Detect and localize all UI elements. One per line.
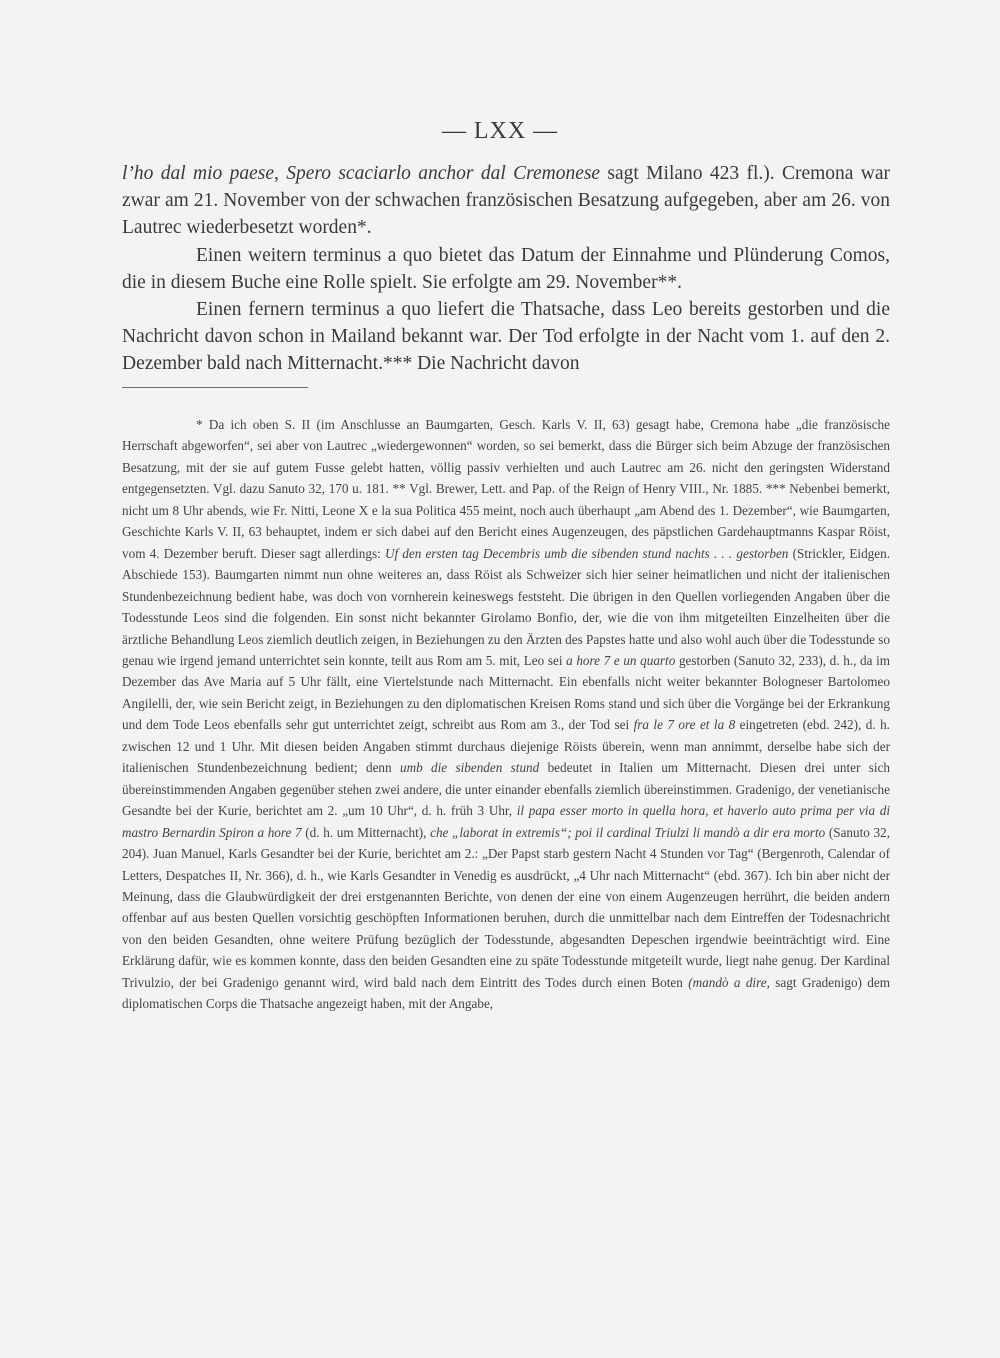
footnote-quote: che „laborat in extremis“; poi il cardinal Triulzi li mandò a dir era morto <box>430 824 826 840</box>
footnote-quote: fra le 7 ore et la 8 <box>633 717 736 733</box>
footnote-quote: (mandò a dire, <box>688 974 770 990</box>
footnote-text <box>122 414 890 1015</box>
footnote-segment: * Da ich oben S. II (im Anschlusse an Baumgarten, Gesch. Karls V. II, 63) gesagt habe, Cremona habe „die französische Herrschaft abgeworfen“, sei aber von Lautrec „wiedergewonnen“ worden, so sei bemerkt, dass die Bürger sich beim Abzuge der französischen Besatzung, mit der sie auf gutem Fusse gelebt hatten, völlig passiv verhielten und auch Lautrec am 26. nicht den geringsten Widerstand entgegensetzten. Vgl. dazu Sanuto 32, 170 u. 181. ** Vgl. Brewer, Lett. and Pap. of the Reign of Henry VIII., Nr. 1885. *** Nebenbei bemerkt, nicht um 8 Uhr abends, wie Fr. Nitti, Leone X e la sua Politica 455 meint, noch auch überhaupt „am Abend des 1. Dezember“, wie Baumgarten, Geschichte Karls V. II, 63 behauptet, indem er sich dabei auf den Bericht eines Augenzeugen, des päpstlichen Gardehauptmanns Kaspar Röist, vom 4. Dezember beruft. Dieser sagt allerdings: <box>122 417 890 561</box>
footnote-segment: gestorben (Sanuto 32, 233), d. h., da im Dezember das Ave Maria auf 5 Uhr fällt, eine Viertelstunde nach Mitternacht. Ein ebenfalls nicht weiter bekannter Bologneser Bartolomeo Angilelli, der, wie sein Bericht zeigt, in Beziehungen zu den diplomatischen Kreisen Roms stand und sich über die Vorgänge bei der Erkrankung und dem Tode Leos ebenfalls sehr gut unterrichtet zeigt, schreibt aus Rom am 3., der Tod sei <box>122 652 890 733</box>
footnotes <box>122 414 890 1015</box>
paragraph-3: Einen fernern terminus a quo liefert die Thatsache, dass Leo bereits gestorben und die Nachricht davon schon in Mailand bekannt war. Der Tod erfolgte in der Nacht vom 1. auf den 2. Dezember bald nach Mitternacht.*** Die Nachricht davon <box>122 299 890 375</box>
footnote-quote: a hore 7 e un quarto <box>566 652 676 668</box>
paragraph-1 <box>122 160 890 242</box>
footnote-segment: (d. h. um Mitternacht), <box>301 824 431 840</box>
page-number: — LXX — <box>441 118 559 144</box>
footnote-quote: Uf den ersten tag Decembris umb die sibenden stund nachts . . . gestorben <box>384 545 789 561</box>
main-text <box>122 160 890 378</box>
quote-italic: l’ho dal mio paese, Spero scaciarlo anchor dal Cremonese <box>122 163 601 184</box>
footnote-segment: (Strickler, Eidgen. Abschiede 153). Baumgarten nimmt nun ohne weiteres an, dass Röist als Schweizer sich hier seiner heimatlichen und nicht der italienischen Stundenbezeichnung bedient habe, was doch von vornherein keineswegs feststeht. Die übrigen in den Quellen vorliegenden Angaben über die Todesstunde Leos sind die folgenden. Ein sonst nicht bekannter Girolamo Bonfio, der, wie die von ihm mitgeteilten Einzelheiten über die ärztliche Behandlung Leos ziemlich deutlich zeigen, in Beziehungen zu den Ärzten des Papstes hatte und also wohl auch über die Todesstunde so genau wie irgend jemand unterrichtet sein konnte, teilt aus Rom am 5. mit, Leo sei <box>122 545 890 668</box>
paragraph-1-text: sagt Milano 423 fl.). Cremona war zwar am 21. November von der schwachen französischen Besatzung aufgegeben, aber am 26. von Lautrec wiederbesetzt worden*. <box>122 163 890 239</box>
footnote-rule <box>122 387 308 388</box>
footnote-quote: il papa esser morto in quella hora, et haverlo auto prima per via di mastro Bernardin Spiron a hore 7 <box>122 803 890 840</box>
footnote-segment: sagt Gradenigo) dem diplomatischen Corps die Thatsache angezeigt haben, mit der Angabe, <box>122 974 891 1012</box>
footnote-quote: umb die sibenden stund <box>399 760 540 776</box>
footnote-segment: (Sanuto 32, 204). Juan Manuel, Karls Gesandter bei der Kurie, berichtet am 2.: „Der Papst starb gestern Nacht 4 Stunden vor Tag“ (Bergenroth, Calendar of Letters, Despatches II, Nr. 366), d. h., wie Karls Gesandter in Venedig es ausdrückt, „4 Uhr nach Mitternacht“ (ebd. 367). Ich bin aber nicht der Meinung, dass die Glaubwürdigkeit der drei erstgenannten Berichte, von denen der eine von einem Augenzeugen herrührt, die beiden andern offenbar auf aus besten Quellen vorsichtig geschöpften Informationen beruhen, durch die unmittelbar nach dem Eintreffen der Todesnachricht von den beiden Gesandten, ohne weitere Prüfung bezüglich der Todesstunde, abgesandten Depeschen irgendwie beeinträchtigt wird. Eine Erklärung dafür, wie es kommen konnte, dass den beiden Gesandten eine zu späte Todesstunde mitgeteilt wurde, liegt nahe genug. Der Kardinal Trivulzio, der bei Gradenigo genannt wird, wird bald nach dem Eintritt des Todes durch einen Boten <box>122 824 890 990</box>
footnote-segment: bedeutet in Italien um Mitternacht. Diesen drei unter sich übereinstimmenden Angaben gegenüber stehen zwei andere, die unter einander ebenfalls ziemlich übereinstimmen. Gradenigo, der venetianische Gesandte bei der Kurie, berichtet am 2. „um 10 Uhr“, d. h. früh 3 Uhr, <box>122 760 890 819</box>
paragraph-2: Einen weitern terminus a quo bietet das Datum der Einnahme und Plünderung Comos, die in diesem Buche eine Rolle spielt. Sie erfolgte am 29. November**. <box>122 244 890 293</box>
footnote-segment: eingetreten (ebd. 242), d. h. zwischen 12 und 1 Uhr. Mit diesen beiden Angaben stimmt durchaus diejenige Röists überein, wenn man annimmt, derselbe habe sich der italienischen Stundenbezeichnung bedient; denn <box>122 717 890 776</box>
